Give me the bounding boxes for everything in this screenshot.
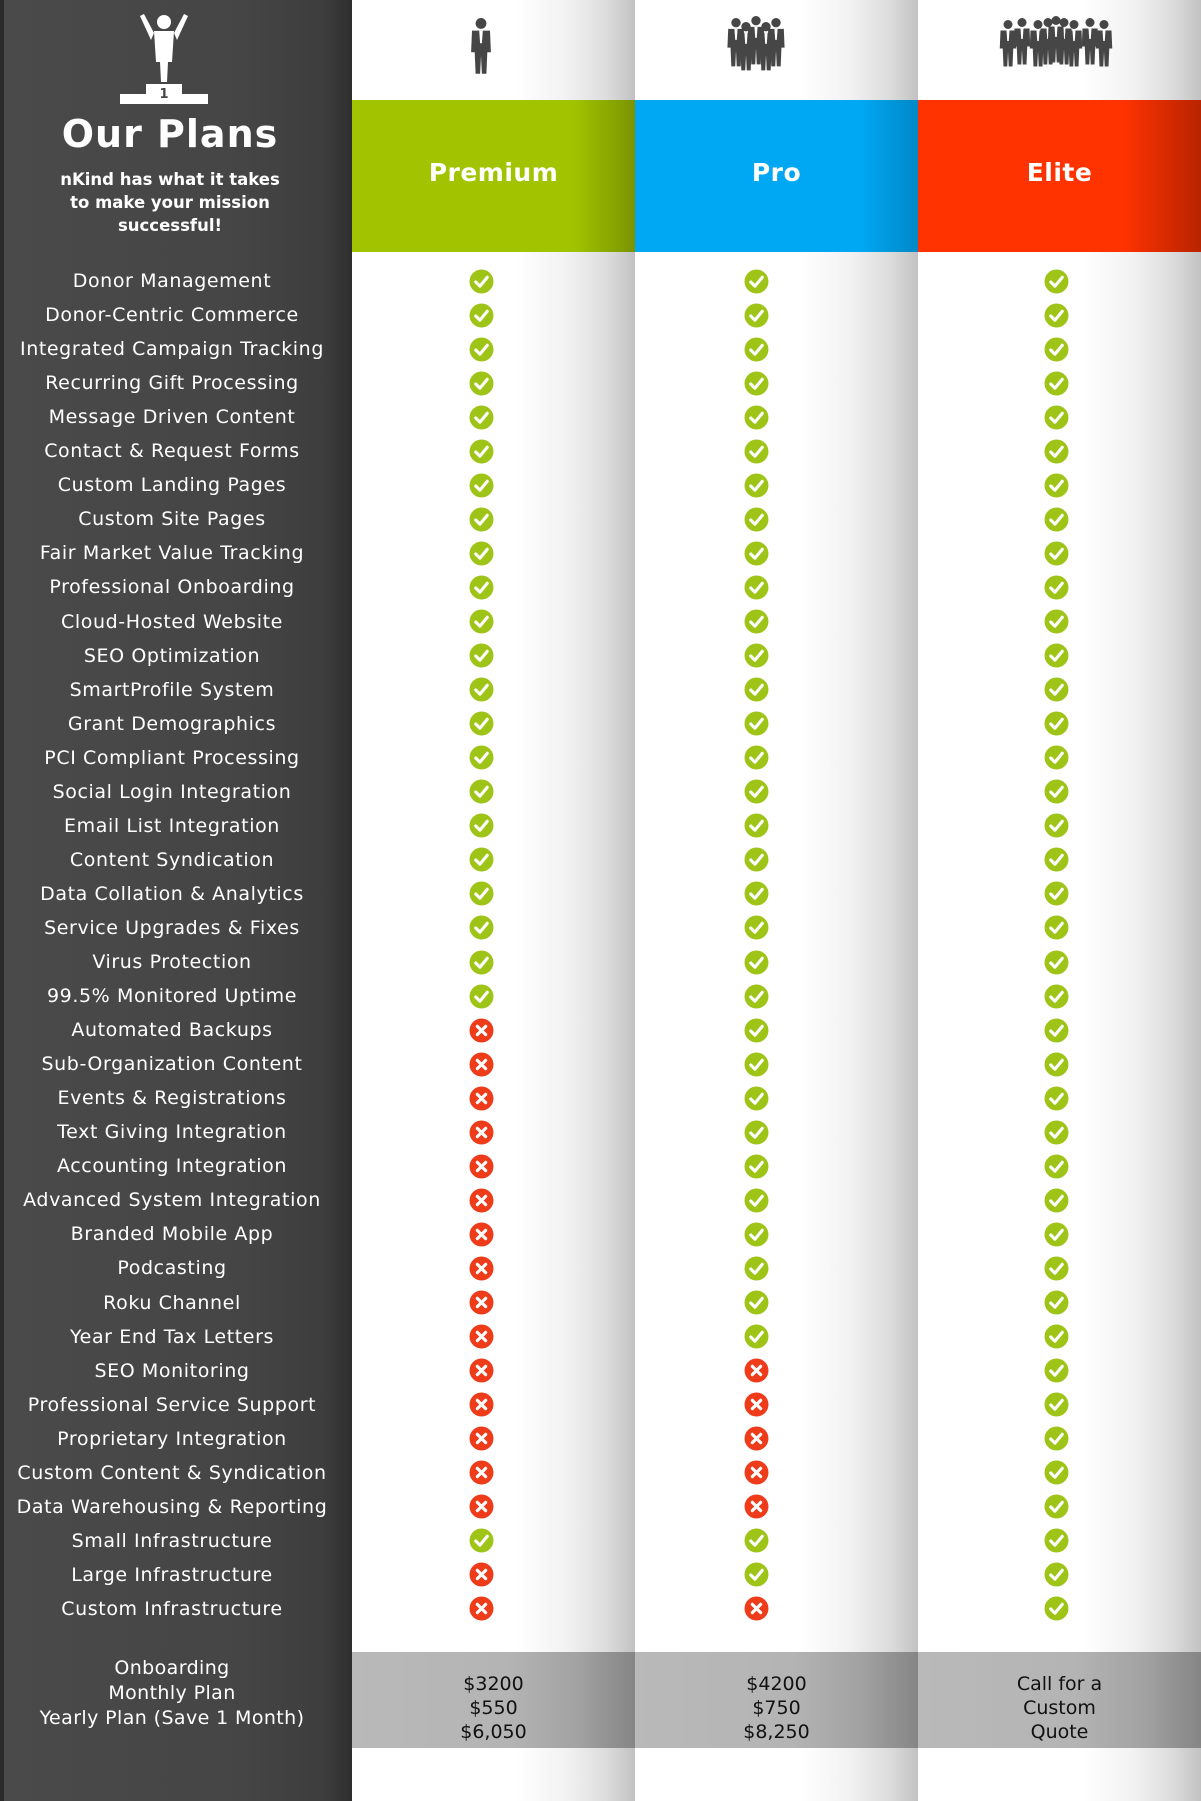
check-icon xyxy=(744,303,769,328)
check-icon xyxy=(744,269,769,294)
feature-label: Service Upgrades & Fixes xyxy=(44,916,300,939)
check-icon xyxy=(469,745,494,770)
feature-label: Custom Content & Syndication xyxy=(17,1461,327,1484)
check-icon xyxy=(1044,1324,1069,1349)
premium-onboarding-price: $3200 xyxy=(463,1673,524,1695)
feature-label: Recurring Gift Processing xyxy=(45,372,299,395)
price-label-onboarding: Onboarding xyxy=(114,1657,230,1679)
check-icon xyxy=(1044,541,1069,566)
feature-label: Custom Site Pages xyxy=(78,508,266,531)
check-icon xyxy=(469,541,494,566)
check-icon xyxy=(744,813,769,838)
cross-icon xyxy=(469,1120,494,1145)
feature-label: Grant Demographics xyxy=(67,712,277,735)
check-icon xyxy=(1044,813,1069,838)
check-icon xyxy=(1044,745,1069,770)
check-icon xyxy=(469,984,494,1009)
elite-quote-line-3: Quote xyxy=(1030,1721,1089,1743)
pro-yearly-price: $8,250 xyxy=(743,1721,810,1743)
check-icon xyxy=(1044,643,1069,668)
feature-label: Text Giving Integration xyxy=(57,1121,287,1144)
price-label-yearly: Yearly Plan (Save 1 Month) xyxy=(39,1707,305,1729)
plan-header-premium[interactable] xyxy=(352,100,635,252)
check-icon xyxy=(469,813,494,838)
feature-label: Email List Integration xyxy=(64,814,280,837)
check-icon xyxy=(744,1052,769,1077)
cross-icon xyxy=(744,1460,769,1485)
feature-label: Branded Mobile App xyxy=(70,1223,274,1246)
feature-label: Professional Onboarding xyxy=(49,576,295,599)
check-icon xyxy=(1044,371,1069,396)
cross-icon xyxy=(469,1188,494,1213)
check-icon xyxy=(744,677,769,702)
check-icon xyxy=(1044,1562,1069,1587)
check-icon xyxy=(469,950,494,975)
feature-label: Content Syndication xyxy=(69,848,275,871)
check-icon xyxy=(1044,405,1069,430)
check-icon xyxy=(1044,1596,1069,1621)
plan-name-pro: Pro xyxy=(751,158,802,187)
cross-icon xyxy=(469,1052,494,1077)
feature-label: Large Infrastructure xyxy=(71,1563,273,1586)
plan-header-elite[interactable] xyxy=(918,100,1201,252)
check-icon xyxy=(1044,915,1069,940)
check-icon xyxy=(1044,1460,1069,1485)
check-icon xyxy=(469,1528,494,1553)
feature-label: Data Warehousing & Reporting xyxy=(16,1495,328,1518)
check-icon xyxy=(469,881,494,906)
pro-monthly-price: $750 xyxy=(752,1697,801,1719)
check-icon xyxy=(1044,439,1069,464)
check-icon xyxy=(744,711,769,736)
check-icon xyxy=(1044,575,1069,600)
cross-icon xyxy=(469,1290,494,1315)
podium-trophy-icon xyxy=(116,10,212,110)
check-icon xyxy=(1044,950,1069,975)
feature-label: Roku Channel xyxy=(103,1291,241,1314)
plan-price-elite xyxy=(918,1652,1201,1748)
check-icon xyxy=(744,1086,769,1111)
check-icon xyxy=(469,507,494,532)
price-labels xyxy=(0,1656,344,1731)
check-icon xyxy=(1044,1120,1069,1145)
feature-label: Events & Registrations xyxy=(57,1087,287,1110)
feature-label: Advanced System Integration xyxy=(23,1189,321,1212)
check-icon xyxy=(469,269,494,294)
check-icon xyxy=(744,439,769,464)
check-icon xyxy=(744,1018,769,1043)
check-icon xyxy=(1044,1358,1069,1383)
premium-monthly-price: $550 xyxy=(469,1697,518,1719)
feature-label: Virus Protection xyxy=(92,951,252,973)
check-icon xyxy=(1044,1188,1069,1213)
check-icon xyxy=(1044,711,1069,736)
check-icon xyxy=(744,847,769,872)
plan-price-pro xyxy=(635,1652,918,1748)
cross-icon xyxy=(469,1154,494,1179)
large-group-icon xyxy=(918,14,1201,84)
plan-header-pro[interactable] xyxy=(635,100,918,252)
feature-label: SmartProfile System xyxy=(69,678,275,701)
plan-name-premium: Premium xyxy=(428,158,559,187)
small-group-icon xyxy=(635,14,918,84)
page-subtitle: nKind has what it takes to make your mission successful! xyxy=(60,170,280,235)
check-icon xyxy=(469,473,494,498)
check-icon xyxy=(469,439,494,464)
check-icon xyxy=(744,575,769,600)
check-icon xyxy=(469,405,494,430)
check-icon xyxy=(1044,303,1069,328)
check-icon xyxy=(469,915,494,940)
check-icon xyxy=(744,1222,769,1247)
feature-label: Cloud-Hosted Website xyxy=(61,610,283,633)
feature-label: Automated Backups xyxy=(71,1019,273,1042)
check-icon xyxy=(744,541,769,566)
check-icon xyxy=(1044,1018,1069,1043)
check-icon xyxy=(744,745,769,770)
feature-label: Data Collation & Analytics xyxy=(40,882,304,905)
cross-icon xyxy=(744,1392,769,1417)
feature-label: Fair Market Value Tracking xyxy=(39,542,305,565)
feature-label: Custom Infrastructure xyxy=(61,1597,283,1620)
feature-label: Accounting Integration xyxy=(56,1155,288,1178)
page-title: Our Plans xyxy=(61,112,279,156)
check-icon xyxy=(469,371,494,396)
cross-icon xyxy=(469,1086,494,1111)
feature-label: Contact & Request Forms xyxy=(44,440,300,463)
check-icon xyxy=(744,915,769,940)
feature-label: SEO Monitoring xyxy=(94,1359,250,1382)
plan-name-elite: Elite xyxy=(1026,158,1093,187)
check-icon xyxy=(1044,1256,1069,1281)
plan-column-elite xyxy=(918,0,1201,1801)
feature-label: Sub-Organization Content xyxy=(41,1053,303,1076)
check-icon xyxy=(1044,1290,1069,1315)
check-icon xyxy=(744,337,769,362)
check-icon xyxy=(469,609,494,634)
plan-column-pro xyxy=(635,0,918,1801)
cross-icon xyxy=(469,1358,494,1383)
check-icon xyxy=(1044,1154,1069,1179)
check-icon xyxy=(1044,984,1069,1009)
check-icon xyxy=(1044,779,1069,804)
elite-quote-line-1: Call for a xyxy=(1016,1673,1103,1695)
cross-icon xyxy=(469,1222,494,1247)
premium-yearly-price: $6,050 xyxy=(460,1721,527,1743)
check-icon xyxy=(744,643,769,668)
check-icon xyxy=(469,643,494,668)
feature-label: Podcasting xyxy=(117,1257,227,1280)
cross-icon xyxy=(469,1596,494,1621)
check-icon xyxy=(744,609,769,634)
feature-label: Social Login Integration xyxy=(52,780,292,803)
pro-onboarding-price: $4200 xyxy=(746,1673,807,1695)
price-label-monthly: Monthly Plan xyxy=(108,1682,236,1704)
check-icon xyxy=(1044,609,1069,634)
check-icon xyxy=(744,1528,769,1553)
feature-label: Message Driven Content xyxy=(48,406,296,429)
cross-icon xyxy=(469,1392,494,1417)
check-icon xyxy=(744,950,769,975)
check-icon xyxy=(469,575,494,600)
feature-label: Small Infrastructure xyxy=(71,1529,273,1552)
check-icon xyxy=(469,337,494,362)
check-icon xyxy=(1044,1528,1069,1553)
check-icon xyxy=(1044,677,1069,702)
check-icon xyxy=(1044,269,1069,294)
check-icon xyxy=(1044,1086,1069,1111)
check-icon xyxy=(744,473,769,498)
check-icon xyxy=(1044,337,1069,362)
cross-icon xyxy=(744,1358,769,1383)
cross-icon xyxy=(469,1256,494,1281)
cross-icon xyxy=(744,1596,769,1621)
check-icon xyxy=(1044,1426,1069,1451)
check-icon xyxy=(469,303,494,328)
feature-label: Professional Service Support xyxy=(27,1393,317,1416)
plan-price-premium xyxy=(352,1652,635,1748)
check-icon xyxy=(744,1120,769,1145)
feature-label: Year End Tax Letters xyxy=(69,1325,275,1348)
check-icon xyxy=(744,1154,769,1179)
check-icon xyxy=(469,779,494,804)
features-sidebar xyxy=(0,0,352,1801)
check-icon xyxy=(744,1256,769,1281)
check-icon xyxy=(469,677,494,702)
feature-label: Custom Landing Pages xyxy=(57,474,287,497)
check-icon xyxy=(469,711,494,736)
check-icon xyxy=(1044,1494,1069,1519)
check-icon xyxy=(469,847,494,872)
cross-icon xyxy=(469,1426,494,1451)
cross-icon xyxy=(469,1324,494,1349)
check-icon xyxy=(744,507,769,532)
check-icon xyxy=(1044,1392,1069,1417)
check-icon xyxy=(1044,1052,1069,1077)
cross-icon xyxy=(744,1426,769,1451)
cross-icon xyxy=(469,1494,494,1519)
check-icon xyxy=(1044,1222,1069,1247)
feature-label: Donor-Centric Commerce xyxy=(45,304,299,327)
check-icon xyxy=(744,1188,769,1213)
check-icon xyxy=(744,1290,769,1315)
check-icon xyxy=(1044,473,1069,498)
check-icon xyxy=(744,371,769,396)
feature-label: Integrated Campaign Tracking xyxy=(20,338,324,361)
feature-label: Proprietary Integration xyxy=(57,1427,287,1450)
check-icon xyxy=(744,984,769,1009)
plan-column-premium xyxy=(352,0,635,1801)
elite-quote-line-2: Custom xyxy=(1023,1697,1096,1719)
cross-icon xyxy=(469,1018,494,1043)
check-icon xyxy=(744,1562,769,1587)
check-icon xyxy=(744,881,769,906)
check-icon xyxy=(1044,881,1069,906)
podium-number: 1 xyxy=(159,87,169,102)
cross-icon xyxy=(469,1460,494,1485)
feature-label: Donor Management xyxy=(72,270,272,292)
feature-label: PCI Compliant Processing xyxy=(44,746,300,769)
feature-label: SEO Optimization xyxy=(83,644,261,667)
cross-icon xyxy=(469,1562,494,1587)
feature-label: 99.5% Monitored Uptime xyxy=(46,985,298,1008)
check-icon xyxy=(744,779,769,804)
check-icon xyxy=(1044,507,1069,532)
check-icon xyxy=(744,405,769,430)
cross-icon xyxy=(744,1494,769,1519)
check-icon xyxy=(744,1324,769,1349)
single-person-icon xyxy=(352,14,635,84)
check-icon xyxy=(1044,847,1069,872)
